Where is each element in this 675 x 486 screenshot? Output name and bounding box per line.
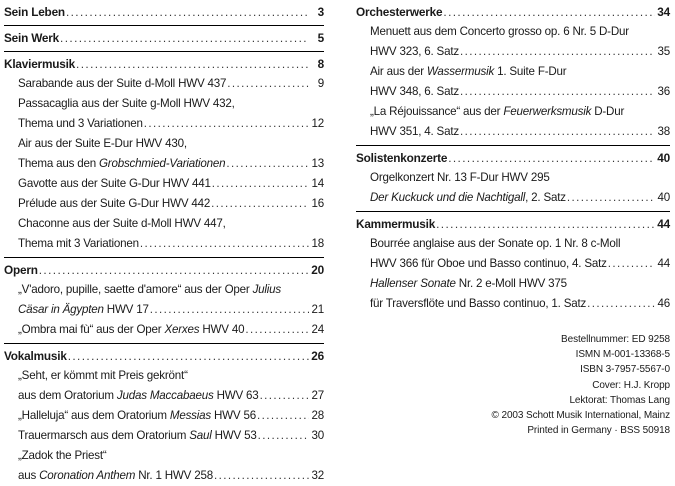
toc-entry — [356, 254, 670, 274]
toc-entry-title — [356, 2, 442, 22]
title-italic-part: Grobschmied-Variationen — [98, 157, 226, 170]
toc-entry — [4, 280, 324, 300]
page-number: 24 — [311, 323, 324, 336]
toc-entry — [4, 446, 324, 466]
toc-entry — [4, 174, 324, 194]
dot-leader — [260, 386, 309, 406]
title-part: HWV 366 für Oboe und Basso continuo, 4. Satz — [370, 257, 607, 270]
toc-entry-title — [370, 188, 566, 208]
toc-entry — [4, 134, 324, 154]
title-part: „Ombra mai fù“ aus der Oper — [18, 323, 165, 336]
toc-entry-title — [356, 214, 435, 234]
toc-entry-title — [18, 214, 226, 234]
title-part: „Zadok the Priest“ — [18, 449, 107, 462]
toc-section-klaviermusik — [4, 51, 324, 254]
toc-section-opern — [4, 257, 324, 340]
toc-entry-title — [370, 274, 567, 294]
title-italic-part: Hallenser Sonate — [370, 277, 456, 290]
page-number: 34 — [657, 5, 670, 19]
page-number: 44 — [657, 257, 670, 270]
page-number: 44 — [657, 217, 670, 231]
title-part: Passacaglia aus der Suite g-Moll HWV 432, — [18, 97, 235, 110]
title-part: Thema und 3 Variationen — [18, 117, 143, 130]
toc-entry — [356, 168, 670, 188]
toc-entry-title — [4, 260, 38, 280]
toc-entry-title — [4, 28, 59, 48]
title-part: Sein Leben — [4, 5, 65, 19]
page-number: 8 — [317, 57, 324, 71]
toc-right-column — [356, 0, 670, 314]
title-part: Nr. 2 e-Moll HWV 375 — [455, 277, 567, 290]
toc-section-orchesterwerke — [356, 0, 670, 142]
toc-entry-title — [4, 346, 67, 366]
toc-entry — [4, 214, 324, 234]
toc-entry-title — [370, 102, 624, 122]
title-italic-part: Der Kuckuck und die Nachtigall — [370, 191, 526, 204]
title-part: Orchesterwerke — [356, 5, 443, 19]
toc-entry — [4, 154, 324, 174]
title-part: Opern — [4, 263, 38, 277]
title-part: aus — [18, 469, 40, 482]
dot-leader — [60, 28, 309, 48]
toc-heading — [4, 54, 324, 74]
title-part: „La Réjouissance“ aus der — [370, 105, 504, 118]
dot-leader — [150, 300, 309, 320]
title-part: Kammermusik — [356, 217, 436, 231]
dot-leader — [76, 54, 309, 74]
title-italic-part: Cäsar in Ägypten — [18, 303, 104, 316]
page-number: 32 — [311, 469, 324, 482]
toc-entry-title — [18, 234, 139, 254]
title-italic-part: Judas Maccabaeus — [116, 389, 214, 402]
toc-entry — [4, 94, 324, 114]
page-number: 3 — [317, 5, 324, 19]
title-part: „Halleluja“ aus dem Oratorium — [18, 409, 170, 422]
dot-leader — [227, 74, 309, 94]
toc-heading — [356, 148, 670, 168]
printed-info: Printed in Germany · BSS 50918 — [527, 425, 670, 437]
title-part: HWV 348, 6. Satz — [370, 85, 459, 98]
page-number: 9 — [317, 77, 324, 90]
toc-entry-title — [18, 446, 107, 466]
toc-entry-title — [18, 154, 225, 174]
toc-entry-title — [370, 234, 620, 254]
page-number: 30 — [311, 429, 324, 442]
toc-entry — [4, 386, 324, 406]
toc-heading — [4, 28, 324, 48]
title-italic-part: Saul — [189, 429, 212, 442]
page-number: 40 — [657, 151, 670, 165]
toc-entry — [356, 22, 670, 42]
toc-left-column — [4, 0, 324, 486]
toc-entry-title — [18, 426, 257, 446]
dot-leader — [140, 234, 309, 254]
cover-credit: Cover: H.J. Kropp — [592, 379, 670, 391]
dot-leader — [211, 194, 309, 214]
title-part: „Seht, er kömmt mit Preis gekrönt“ — [18, 369, 188, 382]
copyright: © 2003 Schott Musik International, Mainz — [491, 410, 670, 422]
title-italic-part: Wassermusik — [426, 65, 495, 78]
toc-entry-title — [18, 174, 211, 194]
toc-section-kammermusik — [356, 211, 670, 314]
title-part: Sarabande aus der Suite d-Moll HWV 437 — [18, 77, 227, 90]
toc-heading — [356, 2, 670, 22]
dot-leader — [39, 260, 309, 280]
title-part: Vokalmusik — [4, 349, 67, 363]
title-part: Orgelkonzert Nr. 13 F-Dur HWV 295 — [370, 171, 550, 184]
toc-entry — [356, 82, 670, 102]
page-number: 35 — [657, 45, 670, 58]
page-number: 28 — [311, 409, 324, 422]
dot-leader — [460, 42, 655, 62]
toc-entry — [4, 426, 324, 446]
page-number: 5 — [317, 31, 324, 45]
page-number: 38 — [657, 125, 670, 138]
toc-entry-title — [18, 320, 244, 340]
toc-entry-title — [18, 300, 149, 320]
title-part: HWV 53 — [211, 429, 257, 442]
title-part: Klaviermusik — [4, 57, 76, 71]
title-part: Nr. 1 HWV 258 — [135, 469, 213, 482]
title-part: „V'adoro, pupille, saette d'amore“ aus der Oper — [18, 283, 253, 296]
toc-entry-title — [18, 280, 281, 300]
toc-entry-title — [18, 94, 235, 114]
toc-entry — [4, 406, 324, 426]
toc-heading — [4, 2, 324, 22]
toc-heading — [4, 346, 324, 366]
title-part: Bourrée anglaise aus der Sonate op. 1 Nr. 8 c-Moll — [370, 237, 621, 250]
page-number: 20 — [311, 263, 324, 277]
toc-entry-title — [370, 294, 586, 314]
toc-entry — [356, 62, 670, 82]
toc-entry — [356, 102, 670, 122]
dot-leader — [144, 114, 309, 134]
title-part: 1. Suite F-Dur — [494, 65, 567, 78]
dot-leader — [245, 320, 309, 340]
toc-entry — [356, 188, 670, 208]
dot-leader — [226, 154, 309, 174]
toc-entry — [356, 294, 670, 314]
toc-entry-title — [370, 22, 629, 42]
imprint-block — [492, 332, 670, 438]
dot-leader — [443, 2, 655, 22]
title-part: für Traversflöte und Basso continuo, 1. Satz — [370, 297, 587, 310]
page-number: 14 — [311, 177, 324, 190]
dot-leader — [608, 254, 655, 274]
dot-leader — [212, 174, 309, 194]
title-part: Air aus der — [370, 65, 427, 78]
title-part: Prélude aus der Suite G-Dur HWV 442 — [18, 197, 211, 210]
toc-entry — [4, 74, 324, 94]
toc-entry-title — [18, 114, 143, 134]
title-part: Trauermarsch aus dem Oratorium — [18, 429, 190, 442]
page-number: 18 — [311, 237, 324, 250]
dot-leader — [68, 346, 309, 366]
title-part: aus dem Oratorium — [18, 389, 117, 402]
title-part: Solistenkonzerte — [356, 151, 448, 165]
title-part: HWV 40 — [199, 323, 245, 336]
page-number: 26 — [311, 349, 324, 363]
dot-leader — [460, 122, 655, 142]
dot-leader — [214, 466, 309, 486]
title-part: Air aus der Suite E-Dur HWV 430, — [18, 137, 187, 150]
toc-entry-title — [370, 82, 459, 102]
dot-leader — [257, 406, 309, 426]
toc-section-sein-leben — [4, 0, 324, 22]
ismn: ISMN M-001-13368-5 — [575, 349, 670, 361]
title-part: Sein Werk — [4, 31, 60, 45]
title-part: HWV 56 — [210, 409, 256, 422]
dot-leader — [436, 214, 655, 234]
toc-entry-title — [18, 134, 187, 154]
toc-section-vokalmusik — [4, 343, 324, 486]
toc-entry — [356, 122, 670, 142]
toc-entry-title — [18, 366, 188, 386]
toc-entry-title — [18, 466, 213, 486]
dot-leader — [66, 2, 309, 22]
toc-entry-title — [18, 74, 226, 94]
toc-entry-title — [18, 194, 210, 214]
title-part: HWV 63 — [213, 389, 259, 402]
toc-entry-title — [370, 168, 550, 188]
title-italic-part: Feuerwerksmusik — [503, 105, 592, 118]
page-number: 16 — [311, 197, 324, 210]
toc-entry — [4, 234, 324, 254]
page-number: 46 — [657, 297, 670, 310]
title-part: Chaconne aus der Suite d-Moll HWV 447, — [18, 217, 226, 230]
title-part: Thema mit 3 Variationen — [18, 237, 139, 250]
dot-leader — [460, 82, 655, 102]
toc-entry-title — [370, 62, 566, 82]
dot-leader — [448, 148, 655, 168]
toc-entry — [4, 300, 324, 320]
toc-entry-title — [370, 122, 459, 142]
dot-leader — [258, 426, 309, 446]
toc-entry-title — [370, 254, 607, 274]
title-italic-part: Xerxes — [164, 323, 200, 336]
toc-section-solistenkonzerte — [356, 145, 670, 208]
dot-leader — [567, 188, 655, 208]
title-part: Gavotte aus der Suite G-Dur HWV 441 — [18, 177, 211, 190]
page-number: 12 — [311, 117, 324, 130]
toc-entry — [4, 194, 324, 214]
toc-entry — [356, 42, 670, 62]
page-number: 27 — [311, 389, 324, 402]
toc-entry — [4, 466, 324, 486]
title-part: Menuett aus dem Concerto grosso op. 6 Nr. 5 D-Dur — [370, 25, 629, 38]
page-number: 36 — [657, 85, 670, 98]
toc-entry — [356, 234, 670, 254]
toc-entry — [4, 366, 324, 386]
toc-entry-title — [4, 54, 75, 74]
title-italic-part: Messias — [169, 409, 211, 422]
title-part: , 2. Satz — [525, 191, 566, 204]
toc-entry-title — [18, 406, 256, 426]
toc-entry-title — [370, 42, 459, 62]
toc-entry-title — [4, 2, 65, 22]
dot-leader — [587, 294, 655, 314]
toc-heading — [356, 214, 670, 234]
toc-entry-title — [18, 386, 259, 406]
toc-section-sein-werk — [4, 25, 324, 48]
isbn: ISBN 3-7957-5567-0 — [580, 364, 670, 376]
order-number: Bestellnummer: ED 9258 — [561, 334, 670, 345]
editor-credit: Lektorat: Thomas Lang — [569, 394, 670, 406]
toc-entry-title — [356, 148, 447, 168]
title-part: Thema aus den — [18, 157, 99, 170]
title-italic-part: Julius — [252, 283, 282, 296]
title-part: HWV 351, 4. Satz — [370, 125, 459, 138]
title-part: HWV 17 — [103, 303, 149, 316]
title-part: D-Dur — [591, 105, 625, 118]
title-italic-part: Coronation Anthem — [39, 469, 136, 482]
toc-heading — [4, 260, 324, 280]
toc-entry — [4, 320, 324, 340]
toc-entry — [4, 114, 324, 134]
page-number: 13 — [311, 157, 324, 170]
title-part: HWV 323, 6. Satz — [370, 45, 459, 58]
page-number: 40 — [657, 191, 670, 204]
page-number: 21 — [311, 303, 324, 316]
toc-entry — [356, 274, 670, 294]
